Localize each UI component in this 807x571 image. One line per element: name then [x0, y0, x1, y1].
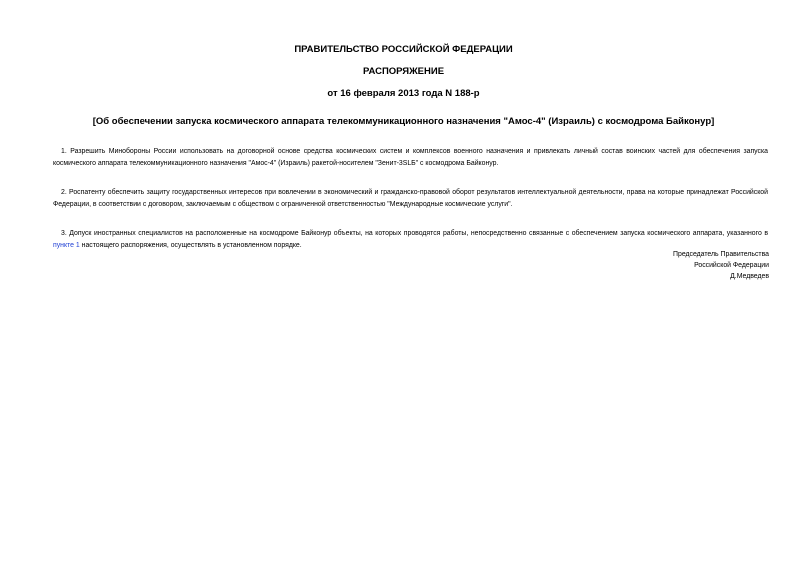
document-date: от 16 февраля 2013 года N 188-р: [327, 88, 480, 99]
clause-1-link[interactable]: пункте 1: [53, 242, 80, 249]
paragraph-3-text-end: настоящего распоряжения, осуществлять в установленном порядке.: [79, 242, 302, 249]
document-title: [Об обеспечении запуска космического аппарата телекоммуникационного назначения "Амос-4" (Израиль) с космодрома Байконур]: [92, 116, 715, 127]
paragraph-3-text-start: 3. Допуск иностранных специалистов на расположенные на космодроме Байконур объекты, на которых проводятся работы, непосредственно связанные с обеспечением запуска космического аппарата, указанного в: [61, 230, 768, 237]
signature-position: Председатель Правительства: [673, 251, 769, 258]
signature-block: [673, 249, 769, 282]
signature-organization: Российской Федерации: [694, 262, 769, 269]
issuer-heading: ПРАВИТЕЛЬСТВО РОССИЙСКОЙ ФЕДЕРАЦИИ: [294, 44, 513, 55]
paragraph-2: 2. Роспатенту обеспечить защиту государственных интересов при вовлечении в экономический и гражданско-правовой оборот результатов интеллектуальной деятельности, права на которые принадлежат Российской Федерации, в соответствии с договором, заключаемым с обществом с ограниченной ответственностью "Международные космические услуги".: [53, 189, 768, 208]
paragraph-1: 1. Разрешить Минобороны России использовать на договорной основе средства космических систем и комплексов военного назначения и привлекать личный состав воинских частей для обеспечения запуска космического аппарата телекоммуникационного назначения "Амос-4" (Израиль) ракетой-носителем "Зенит-3SLБ" с космодрома Байконур.: [53, 148, 768, 167]
document-type-heading: РАСПОРЯЖЕНИЕ: [362, 66, 445, 77]
paragraph-3: [53, 228, 768, 252]
signature-name: Д.Медведев: [730, 273, 769, 280]
document-body: [53, 146, 768, 269]
